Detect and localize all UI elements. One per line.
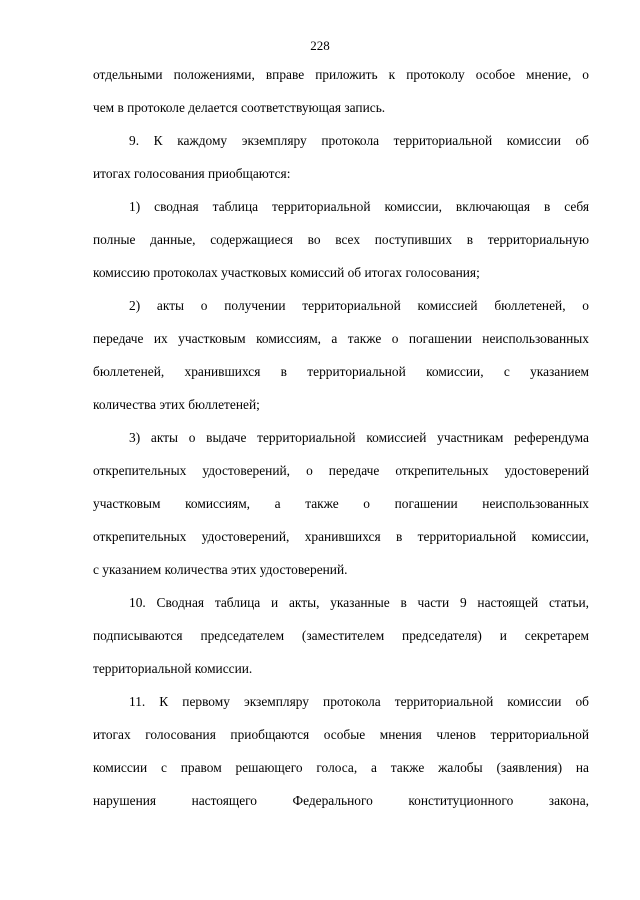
text-line: подписываются председателем (заместителем председателя) и секретарем [93,628,589,643]
paragraph [93,685,589,817]
text-line: итогах голосования приобщаются особые мнения членов территориальной [93,727,589,742]
text-line: комиссии с правом решающего голоса, а также жалобы (заявления) на [93,760,589,775]
document-body [93,58,589,817]
text-line: 3) акты о выдаче территориальной комиссией участникам референдума [129,430,589,445]
text-line: нарушения настоящего Федерального конституционного закона, [93,793,589,808]
paragraph [93,421,589,586]
paragraph [93,124,589,190]
text-line: открепительных удостоверений, о передаче открепительных удостоверений [93,463,589,478]
text-line: участковым комиссиям, а также о погашении неиспользованных [93,496,589,511]
text-line: 1) сводная таблица территориальной комиссии, включающая в себя [129,199,589,214]
text-line: территориальной комиссии. [93,661,253,676]
paragraph [93,58,589,124]
text-line: с указанием количества этих удостоверений. [93,562,348,577]
text-line: 2) акты о получении территориальной комиссией бюллетеней, о [129,298,589,313]
text-line: итогах голосования приобщаются: [93,166,291,181]
text-line: открепительных удостоверений, хранившихся в территориальной комиссии, [93,529,589,544]
text-line: полные данные, содержащиеся во всех поступивших в территориальную [93,232,589,247]
text-line: передаче их участковым комиссиям, а также о погашении неиспользованных [93,331,589,346]
paragraph [93,586,589,685]
text-line: чем в протоколе делается соответствующая запись. [93,100,386,115]
paragraph [93,190,589,289]
text-line: 9. К каждому экземпляру протокола территориальной комиссии об [129,133,589,148]
text-line: 10. Сводная таблица и акты, указанные в части 9 настоящей статьи, [129,595,589,610]
text-line: 11. К первому экземпляру протокола территориальной комиссии об [129,694,589,709]
text-line: отдельными положениями, вправе приложить к протоколу особое мнение, о [93,67,589,82]
text-line: бюллетеней, хранившихся в территориальной комиссии, с указанием [93,364,589,379]
text-line: комиссию протоколах участковых комиссий об итогах голосования; [93,265,480,280]
text-line: количества этих бюллетеней; [93,397,260,412]
paragraph [93,289,589,421]
page-number: 228 [310,38,330,53]
